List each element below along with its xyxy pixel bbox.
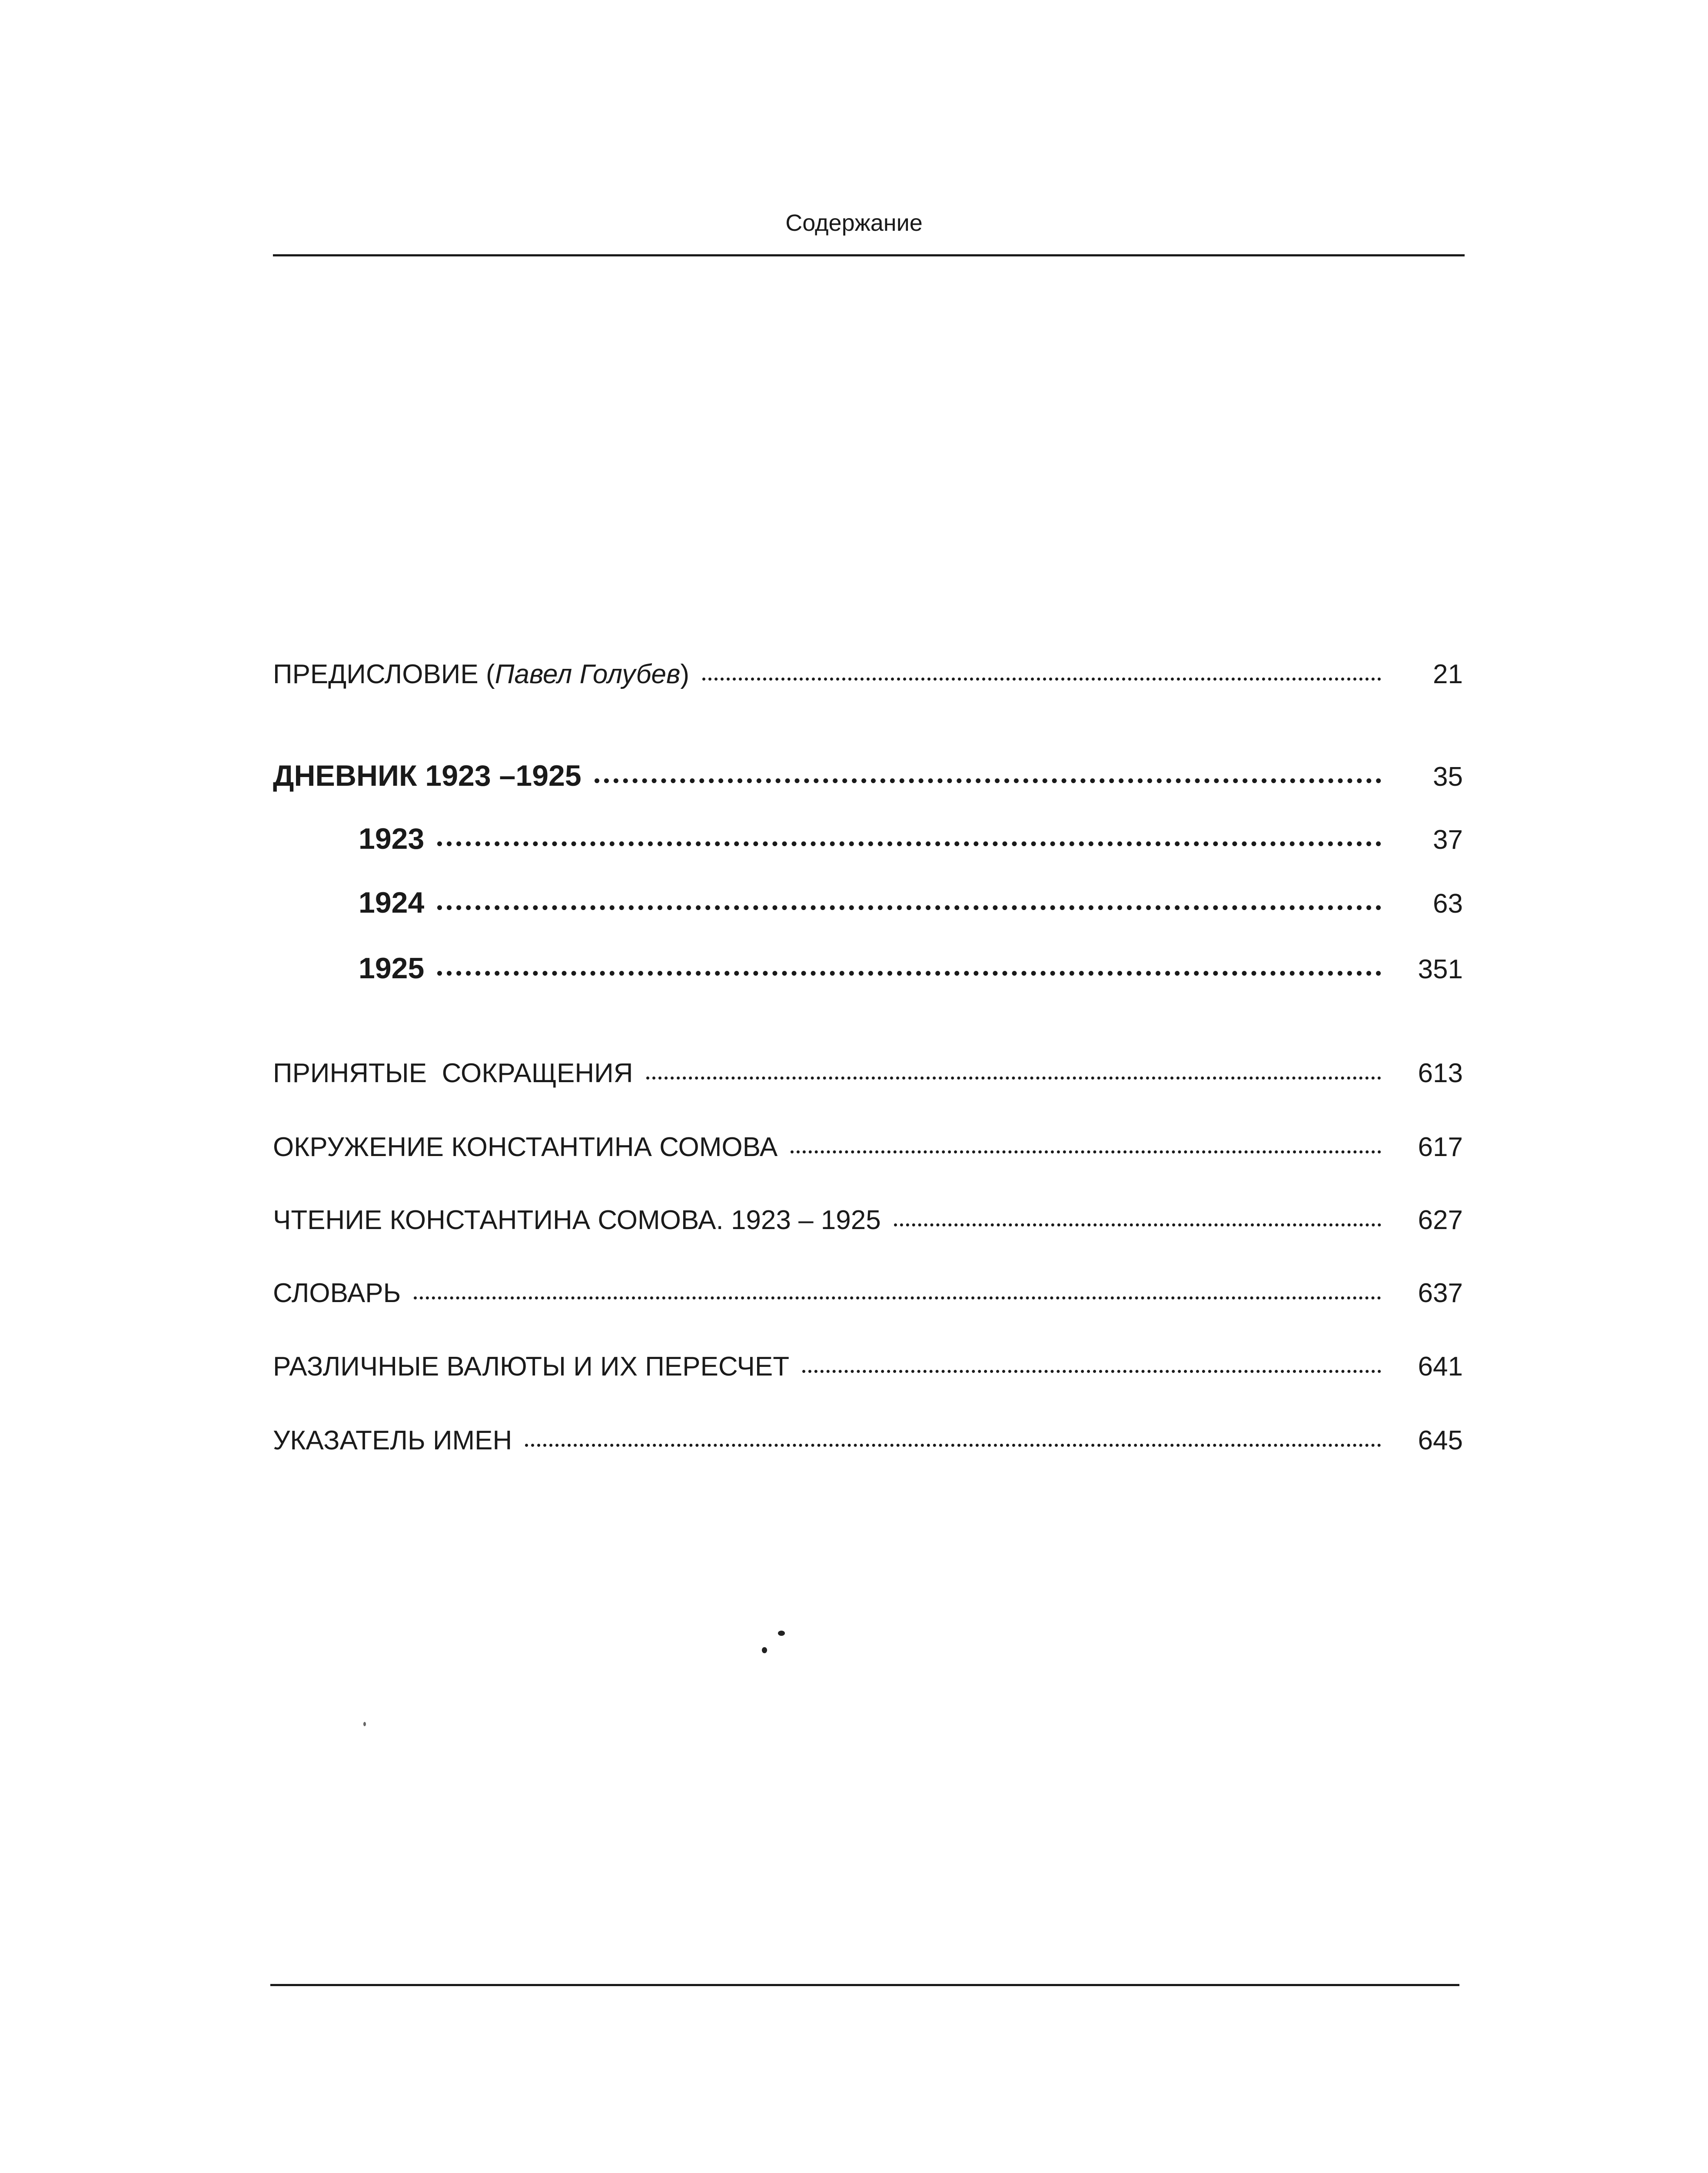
toc-entry-page: 21 bbox=[1433, 659, 1463, 689]
toc-entry-page: 351 bbox=[1418, 954, 1463, 984]
toc-entry-label: ЧТЕНИЕ КОНСТАНТИНА СОМОВА. 1923 – 1925 bbox=[273, 1205, 881, 1235]
dot-leader bbox=[437, 905, 1381, 910]
toc-entry-page: 637 bbox=[1418, 1278, 1463, 1308]
toc-entry-glossary[interactable] bbox=[273, 1276, 1463, 1311]
toc-entry-label: ПРИНЯТЫЕ СОКРАЩЕНИЯ bbox=[273, 1058, 633, 1088]
scan-speck bbox=[762, 1647, 767, 1653]
toc-entry-page: 63 bbox=[1433, 889, 1463, 919]
toc-entry-year-1923[interactable] bbox=[359, 821, 1463, 857]
dot-leader bbox=[702, 678, 1381, 681]
toc-entry-label: ОКРУЖЕНИЕ КОНСТАНТИНА СОМОВА bbox=[273, 1132, 778, 1162]
dot-leader bbox=[437, 841, 1381, 846]
toc-entry-label: РАЗЛИЧНЫЕ ВАЛЮТЫ И ИХ ПЕРЕСЧЕТ bbox=[273, 1352, 790, 1382]
page-header-title: Содержание bbox=[785, 210, 923, 236]
toc-entry-label: 1925 bbox=[359, 952, 425, 985]
dot-leader bbox=[437, 971, 1381, 976]
toc-entry-somov-circle[interactable] bbox=[273, 1130, 1463, 1165]
scan-speck bbox=[778, 1631, 785, 1636]
toc-entry-name-index[interactable] bbox=[273, 1423, 1463, 1458]
toc-entry-label-close: ) bbox=[680, 659, 689, 689]
toc-entry-somov-reading[interactable] bbox=[273, 1203, 1463, 1238]
dot-leader bbox=[894, 1223, 1381, 1226]
toc-entry-year-1924[interactable] bbox=[359, 885, 1463, 921]
toc-entry-page: 35 bbox=[1433, 762, 1463, 792]
dot-leader bbox=[802, 1370, 1381, 1373]
toc-entry-page: 617 bbox=[1418, 1132, 1463, 1162]
toc-entry-label-main: ПРЕДИСЛОВИЕ ( bbox=[273, 659, 495, 689]
toc-entry-label bbox=[273, 657, 689, 692]
toc-entry-label: 1923 bbox=[359, 822, 425, 855]
dot-leader bbox=[414, 1296, 1381, 1299]
toc-entry-label: СЛОВАРЬ bbox=[273, 1278, 401, 1308]
toc-entry-diary[interactable] bbox=[273, 758, 1463, 794]
toc-entry-label: УКАЗАТЕЛЬ ИМЕН bbox=[273, 1425, 512, 1455]
dot-leader bbox=[791, 1150, 1381, 1153]
footer-divider bbox=[270, 1984, 1459, 1986]
toc-entry-label: 1924 bbox=[359, 886, 425, 919]
toc-entry-year-1925[interactable] bbox=[359, 951, 1463, 987]
toc-entry-page: 641 bbox=[1418, 1352, 1463, 1382]
toc-entry-page: 645 bbox=[1418, 1425, 1463, 1455]
header-divider bbox=[273, 254, 1465, 256]
toc-entry-page: 613 bbox=[1418, 1058, 1463, 1088]
dot-leader bbox=[595, 778, 1381, 783]
toc-entry-preface[interactable] bbox=[273, 657, 1463, 692]
toc-entry-author: Павел Голубев bbox=[495, 659, 681, 689]
toc-entry-page: 627 bbox=[1418, 1205, 1463, 1235]
dot-leader bbox=[646, 1077, 1382, 1080]
toc-entry-page: 37 bbox=[1433, 825, 1463, 855]
dot-leader bbox=[525, 1444, 1381, 1447]
toc-entry-abbreviations[interactable] bbox=[273, 1056, 1463, 1091]
scan-speck bbox=[363, 1722, 366, 1726]
toc-entry-label: ДНЕВНИК 1923 –1925 bbox=[273, 759, 582, 792]
toc-entry-currencies[interactable] bbox=[273, 1349, 1463, 1384]
